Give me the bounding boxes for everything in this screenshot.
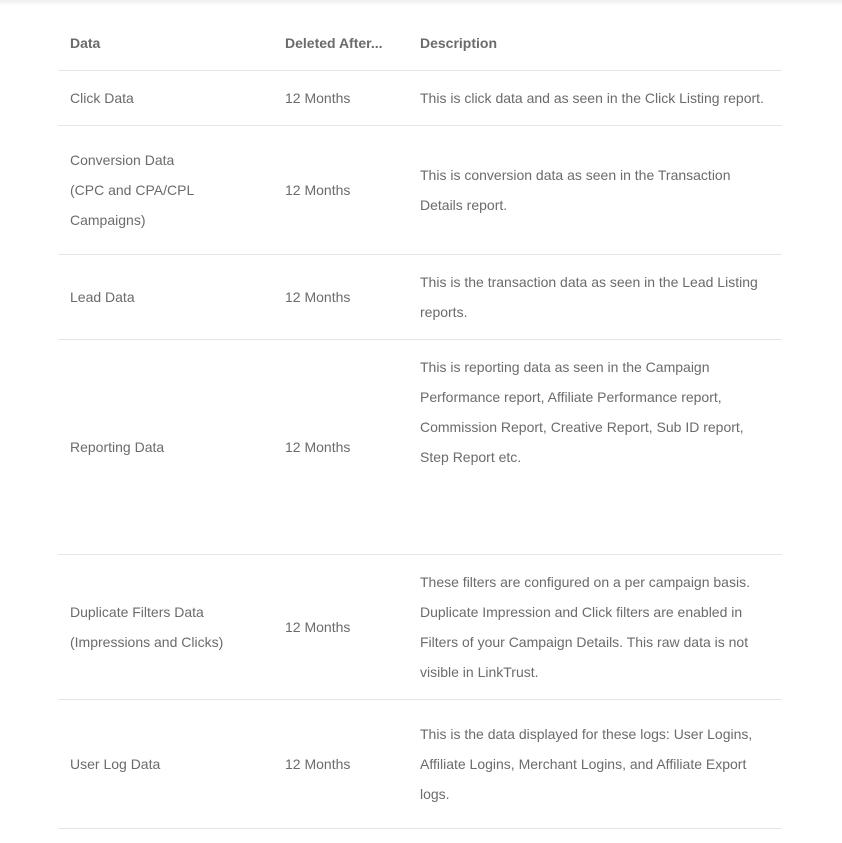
row-data-label <box>58 700 273 829</box>
row-description-text: This is the data displayed for these logs: User Logins, Affiliate Logins, Merchant Logins, and Affiliate Export logs. <box>420 726 753 802</box>
row-description <box>408 126 782 255</box>
row-description <box>408 700 782 829</box>
row-retention-period <box>273 340 408 555</box>
row-data-text: Reporting Data <box>70 439 165 455</box>
data-retention-table <box>58 16 782 829</box>
table-row <box>58 71 782 126</box>
row-retention-period <box>273 126 408 255</box>
header-description: Description <box>408 16 782 71</box>
row-data-label <box>58 255 273 340</box>
row-description-text: This is the transaction data as seen in the Lead Listing reports. <box>420 274 758 320</box>
row-data-text: Conversion Data (CPC and CPA/CPL Campaigns) <box>70 152 194 228</box>
row-data-text: Duplicate Filters Data (Impressions and Clicks) <box>70 604 224 650</box>
row-retention-period <box>273 555 408 700</box>
row-data-text: Click Data <box>70 90 134 106</box>
row-description-text: This is conversion data as seen in the Transaction Details report. <box>420 167 731 213</box>
row-description <box>408 255 782 340</box>
table-row <box>58 340 782 555</box>
table-row <box>58 700 782 829</box>
row-data-label <box>58 126 273 255</box>
row-retention-text: 12 Months <box>285 619 351 635</box>
table-header-row <box>58 16 782 71</box>
top-shadow <box>0 0 842 6</box>
row-retention-text: 12 Months <box>285 756 351 772</box>
row-retention-text: 12 Months <box>285 289 351 305</box>
row-data-text: User Log Data <box>70 756 161 772</box>
header-data: Data <box>58 16 273 71</box>
row-data-label <box>58 555 273 700</box>
row-description <box>408 555 782 700</box>
row-retention-period <box>273 700 408 829</box>
header-deleted-after: Deleted After... <box>273 16 408 71</box>
table-row <box>58 126 782 255</box>
row-description-text: This is click data and as seen in the Click Listing report. <box>420 90 764 106</box>
row-retention-text: 12 Months <box>285 90 351 106</box>
row-data-label <box>58 71 273 126</box>
row-description-text: This is reporting data as seen in the Campaign Performance report, Affiliate Performance report, Commission Report, Creative Report, Sub ID report, Step Report etc. <box>420 359 744 465</box>
row-retention-period <box>273 255 408 340</box>
row-description-text: These filters are configured on a per campaign basis. Duplicate Impression and Click filters are enabled in Filters of your Campaign Details. This raw data is not visible in LinkTrust. <box>420 574 750 680</box>
row-retention-text: 12 Months <box>285 182 351 198</box>
row-retention-period <box>273 71 408 126</box>
row-data-label <box>58 340 273 555</box>
row-retention-text: 12 Months <box>285 439 351 455</box>
row-data-text: Lead Data <box>70 289 135 305</box>
row-description <box>408 71 782 126</box>
table-row <box>58 255 782 340</box>
table-row <box>58 555 782 700</box>
row-description <box>408 340 782 555</box>
